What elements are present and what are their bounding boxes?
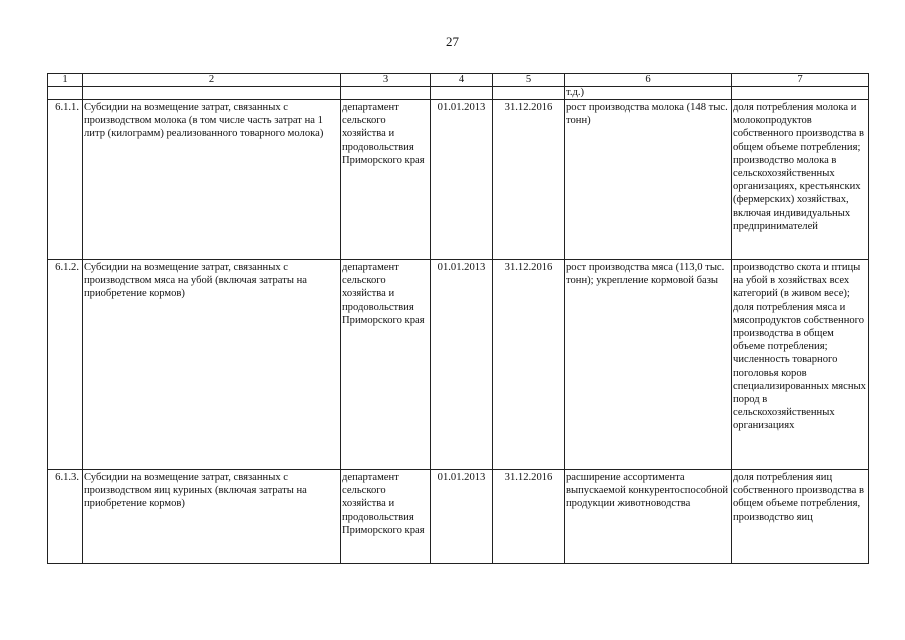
row-number: 6.1.1. (48, 100, 83, 260)
row-start-date: 01.01.2013 (431, 100, 493, 260)
header-cell: 1 (48, 74, 83, 87)
row-executor: департамент сельского хозяйства и продовольствия Приморского края (341, 470, 431, 564)
page-number: 27 (446, 34, 459, 49)
program-table (47, 73, 869, 564)
continuation-row (48, 87, 869, 100)
row-indicators: производство скота и птицы на убой в хозяйствах всех категорий (в живом весе); доля потребления мяса и мясопродуктов собственного производства в общем объеме потребления; численность товарного поголовья коров специализированных мясных пород в сельскохозяйственных организациях (732, 260, 869, 470)
row-description: Субсидии на возмещение затрат, связанных с производством молока (в том числе часть затрат на 1 литр (килограмм) реализованного товарного молока) (83, 100, 341, 260)
continuation-text: т.д.) (565, 87, 732, 100)
row-end-date: 31.12.2016 (493, 470, 565, 564)
header-row (48, 74, 869, 87)
table-row (48, 470, 869, 564)
row-end-date: 31.12.2016 (493, 100, 565, 260)
row-number: 6.1.3. (48, 470, 83, 564)
row-description: Субсидии на возмещение затрат, связанных с производством яиц куриных (включая затраты на приобретение кормов) (83, 470, 341, 564)
table-row (48, 260, 869, 470)
row-result: рост производства мяса (113,0 тыс. тонн); укрепление кормовой базы (565, 260, 732, 470)
header-cell: 2 (83, 74, 341, 87)
table-row (48, 100, 869, 260)
row-end-date: 31.12.2016 (493, 260, 565, 470)
row-executor: департамент сельского хозяйства и продовольствия Приморского края (341, 260, 431, 470)
row-start-date: 01.01.2013 (431, 260, 493, 470)
row-indicators: доля потребления яиц собственного производства в общем объеме потребления, производство яиц (732, 470, 869, 564)
header-cell: 6 (565, 74, 732, 87)
header-cell: 5 (493, 74, 565, 87)
header-cell: 7 (732, 74, 869, 87)
header-cell: 3 (341, 74, 431, 87)
row-executor: департамент сельского хозяйства и продовольствия Приморского края (341, 100, 431, 260)
row-start-date: 01.01.2013 (431, 470, 493, 564)
row-indicators: доля потребления молока и молокопродуктов собственного производства в общем объеме потребления; производство молока в сельскохозяйственных организациях, крестьянских (фермерских) хозяйствах, включая индивидуальных предпринимателей (732, 100, 869, 260)
row-description: Субсидии на возмещение затрат, связанных с производством мяса на убой (включая затраты на приобретение кормов) (83, 260, 341, 470)
row-result: рост производства молока (148 тыс. тонн) (565, 100, 732, 260)
header-cell: 4 (431, 74, 493, 87)
row-result: расширение ассортимента выпускаемой конкурентоспособной продукции животноводства (565, 470, 732, 564)
row-number: 6.1.2. (48, 260, 83, 470)
